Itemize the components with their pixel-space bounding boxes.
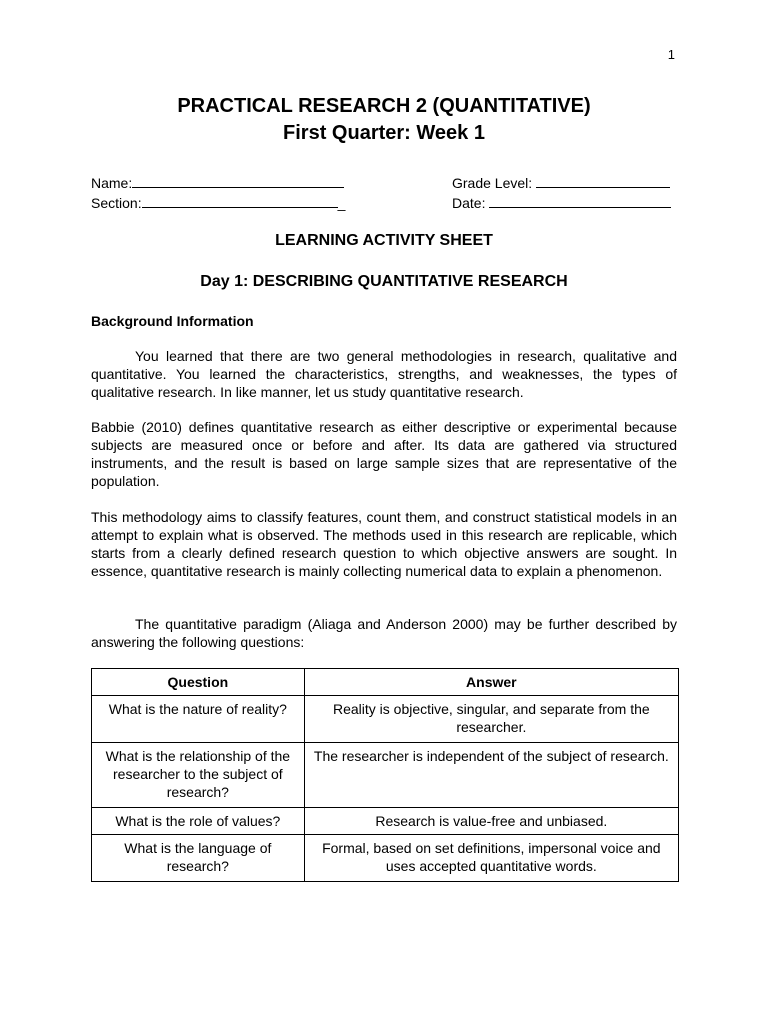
name-blank-line[interactable]	[132, 173, 344, 188]
paragraph-methodology: This methodology aims to classify features, count them, and construct statistical models in an attempt to explain what is observed. The methods used in this research are replicable, which starts from a clearly defined research question to which objective answers are sought. In essence, quantitative research is mainly collecting numerical data to explain a phenomenon.	[91, 509, 677, 579]
date-blank-line[interactable]	[489, 193, 671, 208]
document-title: PRACTICAL RESEARCH 2 (QUANTITATIVE)	[177, 95, 591, 117]
section-field[interactable]	[91, 193, 345, 211]
paragraph-paradigm: The quantitative paradigm (Aliaga and Anderson 2000) may be further described by answering the following questions:	[91, 616, 677, 650]
background-heading: Background Information	[91, 313, 254, 329]
table-cell-answer: Formal, based on set definitions, impersonal voice and uses accepted quantitative words.	[304, 835, 678, 882]
table-cell-question: What is the language of research?	[92, 835, 305, 882]
day-heading: Day 1: DESCRIBING QUANTITATIVE RESEARCH	[200, 273, 568, 290]
table-cell-answer: Reality is objective, singular, and separate from the researcher.	[304, 696, 678, 743]
table-row	[92, 808, 679, 835]
section-blank-line[interactable]	[142, 193, 338, 208]
table-header-row	[92, 669, 679, 696]
table-cell-question: What is the nature of reality?	[92, 696, 305, 743]
paragraph-intro: You learned that there are two general methodologies in research, qualitative and quantitative. You learned the characteristics, strengths, and weaknesses, the types of qualitative research. In like manner, let us study quantitative research.	[91, 348, 677, 400]
table-cell-question: What is the role of values?	[92, 808, 305, 835]
page-number: 1	[667, 47, 675, 62]
table-cell-answer: Research is value-free and unbiased.	[304, 808, 678, 835]
table-row	[92, 835, 679, 882]
table-cell-answer: The researcher is independent of the subject of research.	[304, 743, 678, 808]
table-row	[92, 743, 679, 808]
paradigm-table	[91, 668, 679, 882]
table-header-answer: Answer	[304, 669, 678, 696]
grade-level-field[interactable]	[452, 173, 670, 191]
date-label: Date:	[452, 195, 486, 211]
table-cell-question: What is the relationship of the researcher to the subject of research?	[92, 743, 305, 808]
date-field[interactable]	[452, 193, 671, 211]
grade-level-blank-line[interactable]	[536, 173, 670, 188]
paragraph-babbie: Babbie (2010) defines quantitative research as either descriptive or experimental because subjects are measured once or before and after. Its data are gathered via structured instruments, and the result is based on large sample sizes that are representative of the population.	[91, 419, 677, 489]
name-field[interactable]	[91, 173, 344, 191]
table-row	[92, 696, 679, 743]
name-label: Name:	[91, 175, 133, 191]
section-label: Section:	[91, 195, 142, 211]
sheet-heading: LEARNING ACTIVITY SHEET	[275, 232, 493, 249]
document-subtitle: First Quarter: Week 1	[283, 122, 485, 144]
grade-level-label: Grade Level:	[452, 175, 533, 191]
section-suffix: _	[337, 195, 346, 211]
table-header-question: Question	[92, 669, 305, 696]
